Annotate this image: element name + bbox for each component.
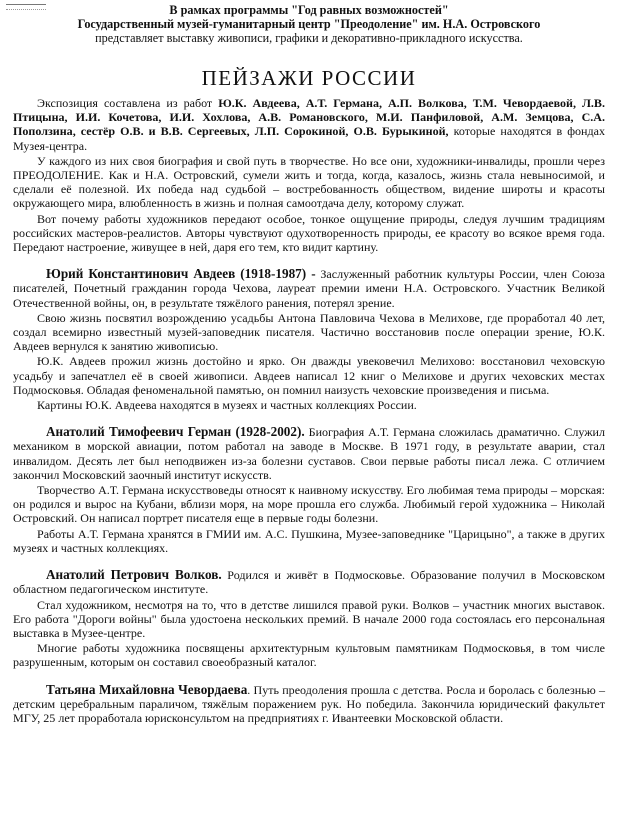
intro-paragraph-3: Вот почему работы художников передают особое, тонкое ощущение природы, следуя лучшим традициям российских мастеров-реалистов. Авторы чувствуют одухотворенность природы, ее красоту во всякое время года. Передают настроение, живущее в ней, даря его тем, кто видит картину. [13,211,605,255]
avdeev-paragraph-3: Ю.К. Авдеев прожил жизнь достойно и ярко. Он дважды увековечил Мелихово: восстановил чеховскую усадьбу и запечатлел её в своей живописи. Авдеев написал 12 книг о Мелихове и других чеховских местах Подмосковья. Обладая феноменальной памятью, он помнил наизусть чеховские произведения и письма. [13,354,605,397]
section-chevordaeva [13,683,605,726]
artist-name-german: Анатолий Тимофеевич Герман (1928-2002). [46,424,305,440]
intro-lead: Экспозиция составлена из работ [37,96,219,110]
avdeev-paragraph-4: Картины Ю.К. Авдеева находятся в музеях и частных коллекциях России. [37,398,417,413]
chevordaeva-paragraph-1: . Путь преодоления прошла с детства. Росла и боролась с болезнью – детским церебральным параличом, тяжёлым поражением рук. Но победила. Закончила юридический факультет МГУ, 25 лет проработала юрисконсультом на предприятиях г. Ивантеевки Московской области. [13,682,605,725]
intro-paragraph-2: У каждого из них своя биография и свой путь в творчестве. Но все они, художники-инвалиды, прошли через ПРЕОДОЛЕНИЕ. Как и Н.А. Островский, сумели жить и тогда, когда, казалось, жизнь стала невыносимой, и сделали её полезной. Их победа над судьбой – востребованность обществом, видение широты и красоты окружающего мира, влюбленность в жизнь и полная самоотдача делу, которому служат. [13,153,605,211]
german-paragraph-3: Работы А.Т. Германа хранятся в ГМИИ им. А.С. Пушкина, Музее-заповеднике "Царицыно", а также в других музеях и частных коллекциях. [13,526,605,555]
artist-name-volkov: Анатолий Петрович Волков. [46,567,222,583]
artist-name-avdeev: Юрий Константинович Авдеев (1918-1987) - [46,266,316,282]
document-title: ПЕЙЗАЖИ РОССИИ [201,66,417,90]
german-paragraph-1: Биография А.Т. Германа сложилась драматично. Служил механиком в морской авиации, потом работал на заводе в Москве. В 1971 году, в результате аварии, стал инвалидом. Десять лет был неподвижен из-за болезни суставов. Свои первые работы писал лежа. С отличием закончил Московский заочный институт искусств. [13,425,605,482]
header-line-exhibition: представляет выставку живописи, графики и декоративно-прикладного искусства. [95,31,523,45]
german-paragraph-2: Творчество А.Т. Германа искусствоведы относят к наивному искусству. Его любимая тема природы – морская: он родился и вырос на Кубани, вблизи моря, на море прошла его служба. Любимый герой художника – Николай Островский. Он написал портрет писателя еще в первые годы болезни. [13,483,605,526]
intro-paragraph-1 [13,96,605,153]
volkov-paragraph-1: Родился и живёт в Подмосковье. Образование получил в Московском областном педагогическом институте. [13,568,606,597]
header-line-program: В рамках программы "Год равных возможностей" [169,3,449,17]
avdeev-paragraph-1: Заслуженный работник культуры России, член Союза писателей, Почетный гражданин города Чехова, лауреат премии имени Н.А. Островского. Участник Великой Отечественной войны, он, в результате тяжёлого ранения, потерял зрение. [13,267,606,310]
section-avdeev [13,267,605,310]
section-german [13,425,605,482]
section-volkov [13,568,605,596]
artist-names-list: Ю.К. Авдеева, А.Т. Германа, А.П. Волкова, Т.М. Чевордаевой, Л.В. Птицына, И.И. Кочетова, И.И. Хохлова, А.В. Романовского, М.И. Панфиловой, А.М. Земцова, С.А. Поползина, сестёр О.В. и В.В. Сергеевых, Л.П. Сорокиной, О.В. Бурыкиной, [13,96,605,139]
volkov-paragraph-3: Многие работы художника посвящены архитектурным культовым памятникам Подмосковья, в том числе разрушенным, которым он составил своеобразный каталог. [13,641,605,670]
intro-tail: которые находятся в фондах Музея-центра. [13,124,605,153]
artist-name-chevordaeva: Татьяна Михайловна Чевордаева [46,681,248,697]
volkov-paragraph-2: Стал художником, несмотря на то, что в детстве лишился правой руки. Волков – участник многих выставок. Его работа "Дороги войны" была удостоена нескольких премий. В начале 2000 года состоялась его персональная выставка в Музее-центре. [13,597,605,640]
header-line-museum: Государственный музей-гуманитарный центр "Преодоление" им. Н.А. Островского [77,17,541,31]
avdeev-paragraph-2: Свою жизнь посвятил возрождению усадьбы Антона Павловича Чехова в Мелихове, где проработал 40 лет, создал всемирно известный музей-заповедник писателя. Частично восстановив после операции зрение, Ю.К. Авдеев вернулся к занятию живописью. [13,310,605,354]
document-body [13,96,605,726]
